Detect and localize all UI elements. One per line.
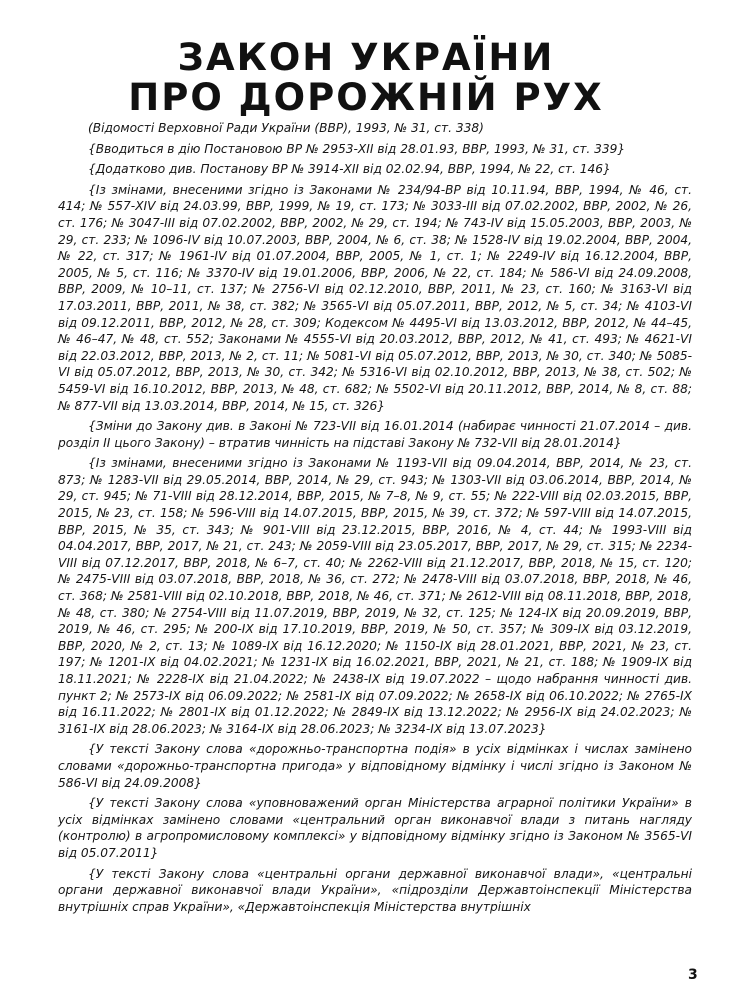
additional-reference-note: {Додатково див. Постанову ВР № 3914-XII від 02.02.94, ВВР, 1994, № 22, ст. 146} [88, 162, 611, 177]
page-number: 3 [688, 967, 698, 983]
wording-replacement-note-1: {У тексті Закону слова «дорожньо-транспортна подія» в усіх відмінках і числах замінено словами «дорожньо-транспортна пригода» у відповідному відмінку і числі згідно із Законом № 586-VI від 24.09.2008} [58, 742, 692, 790]
title-line-1: ЗАКОН УКРАЇНИ [177, 36, 555, 79]
changes-note: {Зміни до Закону див. в Законі № 723-VII від 16.01.2014 (набирає чинності 21.07.2014 – див. розділ II цього Закону) – втратив чинність на підставі Закону № 732-VII від 28.01.2014} [58, 419, 692, 450]
law-title [0, 0, 732, 118]
publication-source: (Відомості Верховної Ради України (ВВР), 1993, № 31, ст. 338) [88, 121, 484, 135]
enactment-note: {Вводиться в дію Постановою ВР № 2953-XII від 28.01.93, ВВР, 1993, № 31, ст. 339} [88, 141, 626, 156]
wording-replacement-note-2: {У тексті Закону слова «уповноважений орган Міністерства аграрної політики України» в усіх відмінках замінено словами «центральний орган виконавчої влади з питань нагляду (контролю) в агропромисловому комплексі» у відповідному відмінку згідно із Законом № 3565-VI від 05.07.2011} [58, 796, 692, 860]
wording-replacement-note-3: {У тексті Закону слова «центральні органи державної виконавчої влади», «центральні органи державної виконавчої влади України», «підрозділи Державтоінспекції Міністерства внутрішніх справ України», «Державтоінспекція Міністерства внутрішніх [58, 866, 692, 914]
title-line-2: ПРО ДОРОЖНІЙ РУХ [128, 76, 604, 119]
amendments-list-2: {Із змінами, внесеними згідно із Законами № 1193-VII від 09.04.2014, ВВР, 2014, № 23, ст. 873; № 1283-VII від 29.05.2014, ВВР, 2014, № 29, ст. 943; № 1303-VII від 03.06.2014, ВВР, 2014, № 29, ст. 945; № 71-VIII від 28.12.2014, ВВР, 2015, № 7–8, № 9, ст. 55; № 222-VIII від 02.03.2015, ВВР, 2015, № 23, ст. 158; № 596-VIII від 14.07.2015, ВВР, 2015, № 39, ст. 372; № 597-VIII від 14.07.2015, ВВР, 2015, № 35, ст. 343; № 901-VIII від 23.12.2015, ВВР, 2016, № 4, ст. 44; № 1993-VIII від 04.04.2017, ВВР, 2017, № 21, ст. 243; № 2059-VIII від 23.05.2017, ВВР, 2017, № 29, ст. 315; № 2234-VIII від 07.12.2017, ВВР, 2018, № 6–7, ст. 40; № 2262-VIII від 21.12.2017, ВВР, 2018, № 15, ст. 120; № 2475-VIII від 03.07.2018, ВВР, 2018, № 36, ст. 272; № 2478-VIII від 03.07.2018, ВВР, 2018, № 46, ст. 368; № 2581-VIII від 02.10.2018, ВВР, 2018, № 46, ст. 371; № 2612-VIII від 08.11.2018, ВВР, 2018, № 48, ст. 380; № 2754-VIII від 11.07.2019, ВВР, 2019, № 32, ст. 125; № 124-IX від 20.09.2019, ВВР, 2019, № 46, ст. 295; № 200-IX від 17.10.2019, ВВР, 2019, № 50, ст. 357; № 309-IX від 03.12.2019, ВВР, 2020, № 2, ст. 13; № 1089-IX від 16.12.2020; № 1150-IX від 28.01.2021, ВВР, 2021, № 23, ст. 197; № 1201-IX від 04.02.2021; № 1231-IX від 16.02.2021, ВВР, 2021, № 21, ст. 188; № 1909-IX від 18.11.2021; № 2228-IX від 21.04.2022; № 2438-IX від 19.07.2022 – щодо набрання чинності див. пункт 2; № 2573-IX від 06.09.2022; № 2581-IX від 07.09.2022; № 2658-IX від 06.10.2022; № 2765-IX від 16.11.2022; № 2801-IX від 01.12.2022; № 2849-IX від 13.12.2022; № 2956-IX від 24.02.2023; № 3161-IX від 28.06.2023; № 3164-IX від 28.06.2023; № 3234-IX від 13.07.2023} [58, 456, 692, 736]
document-body [58, 120, 692, 919]
amendments-list-1: {Із змінами, внесеними згідно із Законами № 234/94-ВР від 10.11.94, ВВР, 1994, № 46, ст. 414; № 557-XIV від 24.03.99, ВВР, 1999, № 19, ст. 173; № 3033-III від 07.02.2002, ВВР, 2002, № 26, ст. 176; № 3047-III від 07.02.2002, ВВР, 2002, № 29, ст. 194; № 743-IV від 15.05.2003, ВВР, 2003, № 29, ст. 233; № 1096-IV від 10.07.2003, ВВР, 2004, № 6, ст. 38; № 1528-IV від 19.02.2004, ВВР, 2004, № 22, ст. 317; № 1961-IV від 01.07.2004, ВВР, 2005, № 1, ст. 1; № 2249-IV від 16.12.2004, ВВР, 2005, № 5, ст. 116; № 3370-IV від 19.01.2006, ВВР, 2006, № 22, ст. 184; № 586-VI від 24.09.2008, ВВР, 2009, № 10–11, ст. 137; № 2756-VI від 02.12.2010, ВВР, 2011, № 23, ст. 160; № 3163-VI від 17.03.2011, ВВР, 2011, № 38, ст. 382; № 3565-VI від 05.07.2011, ВВР, 2012, № 5, ст. 34; № 4103-VI від 09.12.2011, ВВР, 2012, № 28, ст. 309; Кодексом № 4495-VI від 13.03.2012, ВВР, 2012, № 44–45, № 46–47, № 48, ст. 552; Законами № 4555-VI від 20.03.2012, ВВР, 2012, № 41, ст. 493; № 4621-VI від 22.03.2012, ВВР, 2013, № 2, ст. 11; № 5081-VI від 05.07.2012, ВВР, 2013, № 30, ст. 340; № 5085-VI від 05.07.2012, ВВР, 2013, № 30, ст. 342; № 5316-VI від 02.10.2012, ВВР, 2013, № 38, ст. 502; № 5459-VI від 16.10.2012, ВВР, 2013, № 48, ст. 682; № 5502-VI від 20.11.2012, ВВР, 2014, № 8, ст. 88; № 877-VII від 13.03.2014, ВВР, 2014, № 15, ст. 326} [58, 182, 692, 413]
